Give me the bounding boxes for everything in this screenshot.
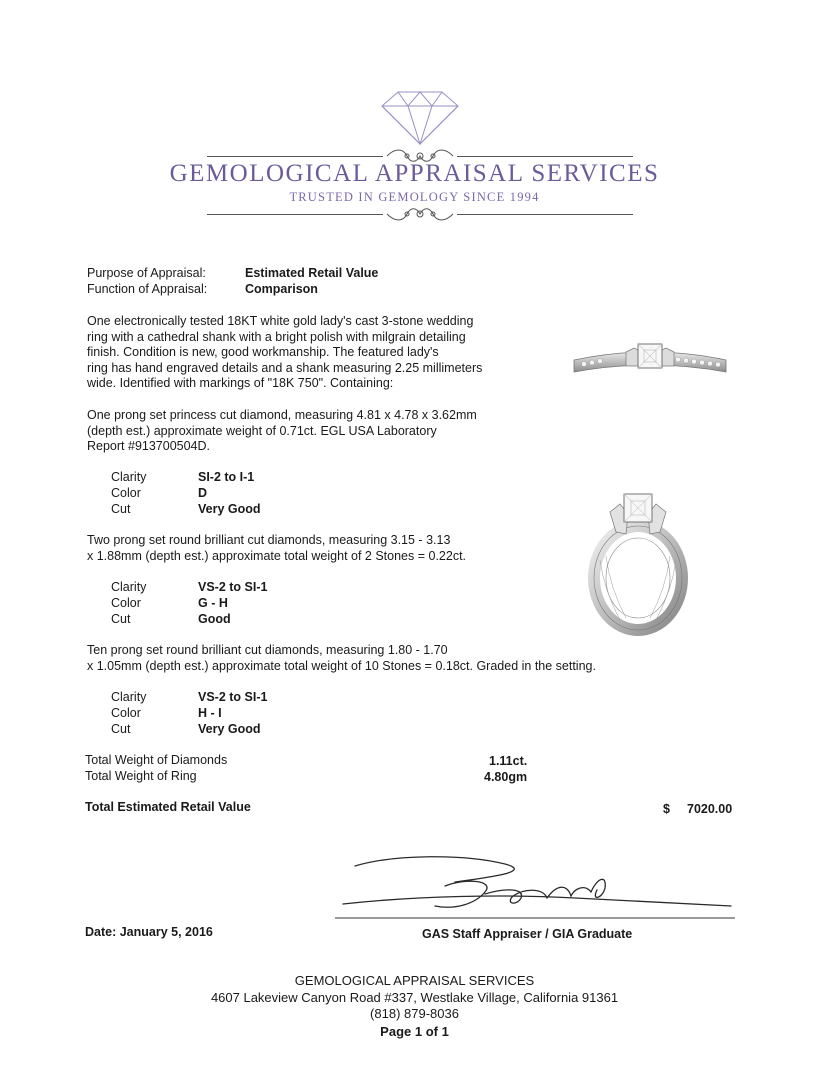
appraiser-title: GAS Staff Appraiser / GIA Graduate [422, 927, 633, 941]
purpose-label: Purpose of Appraisal: [87, 266, 206, 280]
stone2-line: x 1.88mm (depth est.) approximate total weight of 2 Stones = 0.22ct. [87, 548, 467, 563]
stone1-clarity-value: SI-2 to I-1 [198, 470, 255, 484]
stone2-cut-label: Cut [111, 612, 131, 626]
ring-side-view-image [570, 338, 730, 398]
currency-symbol: $ [663, 802, 670, 816]
stone2-description [87, 533, 466, 564]
stone2-cut-value: Good [198, 612, 231, 626]
stone1-color-label: Color [111, 486, 141, 500]
footer-phone: (818) 879-8036 [370, 1006, 459, 1021]
appraisal-date: Date: January 5, 2016 [85, 925, 213, 939]
stone3-clarity-label: Clarity [111, 690, 147, 704]
stone2-line: Two prong set round brilliant cut diamonds, measuring 3.15 - 3.13 [87, 533, 451, 547]
stone1-clarity-label: Clarity [111, 470, 147, 484]
stone2-clarity-label: Clarity [111, 580, 147, 594]
stone1-color-value: D [198, 486, 208, 500]
stone3-color-label: Color [111, 706, 141, 720]
stone2-color-value: G - H [198, 596, 228, 610]
header-rule-top-left [207, 156, 383, 157]
stone3-description [87, 643, 596, 674]
stone1-description [87, 408, 477, 455]
function-value: Comparison [245, 282, 318, 296]
footer-address: 4607 Lakeview Canyon Road #337, Westlake Village, California 91361 [210, 990, 619, 1005]
header-rule-top-right [457, 156, 633, 157]
stone3-color-value: H - I [198, 706, 222, 720]
header-rule-bottom-left [207, 214, 383, 215]
purpose-value: Estimated Retail Value [245, 266, 379, 280]
stone3-line: x 1.05mm (depth est.) approximate total weight of 10 Stones = 0.18ct. Graded in the setting. [87, 658, 596, 673]
header-rule-bottom-right [457, 214, 633, 215]
company-tagline: TRUSTED IN GEMOLOGY SINCE 1994 [289, 190, 540, 204]
total-ring-value: 4.80gm [484, 770, 528, 784]
page-number: Page 1 of 1 [380, 1024, 449, 1039]
stone1-line: One prong set princess cut diamond, measuring 4.81 x 4.78 x 3.62mm [87, 408, 477, 422]
total-retail-value: 7020.00 [687, 802, 733, 816]
description-line: ring has hand engraved details and a shank measuring 2.25 millimeters [87, 360, 483, 375]
company-name: GEMOLOGICAL APPRAISAL SERVICES [169, 160, 660, 187]
total-diamonds-value: 1.11ct. [489, 754, 528, 768]
item-description [87, 314, 482, 392]
stone3-clarity-value: VS-2 to SI-1 [198, 690, 268, 704]
total-ring-label: Total Weight of Ring [85, 769, 197, 783]
stone2-clarity-value: VS-2 to SI-1 [198, 580, 268, 594]
description-line: One electronically tested 18KT white gold lady's cast 3-stone wedding [87, 314, 474, 328]
stone2-color-label: Color [111, 596, 141, 610]
signature-image [335, 848, 735, 928]
ring-angled-view-image [580, 490, 690, 640]
diamond-logo-icon [380, 88, 460, 146]
total-retail-label: Total Estimated Retail Value [85, 800, 251, 814]
stone1-line: (depth est.) approximate weight of 0.71ct. EGL USA Laboratory [87, 423, 437, 438]
stone1-cut-label: Cut [111, 502, 131, 516]
stone3-cut-label: Cut [111, 722, 131, 736]
description-line: ring with a cathedral shank with a bright polish with milgrain detailing [87, 329, 466, 344]
stone3-line: Ten prong set round brilliant cut diamonds, measuring 1.80 - 1.70 [87, 643, 448, 657]
total-diamonds-label: Total Weight of Diamonds [85, 753, 228, 767]
description-line: wide. Identified with markings of "18K 750". Containing: [87, 376, 394, 390]
stone1-cut-value: Very Good [198, 502, 261, 516]
function-label: Function of Appraisal: [87, 282, 208, 296]
stone3-cut-value: Very Good [198, 722, 261, 736]
flourish-bottom-icon [385, 204, 455, 224]
footer-company-name: GEMOLOGICAL APPRAISAL SERVICES [294, 973, 535, 988]
stone1-line: Report #913700504D. [87, 439, 211, 453]
description-line: finish. Condition is new, good workmanship. The featured lady's [87, 345, 439, 359]
